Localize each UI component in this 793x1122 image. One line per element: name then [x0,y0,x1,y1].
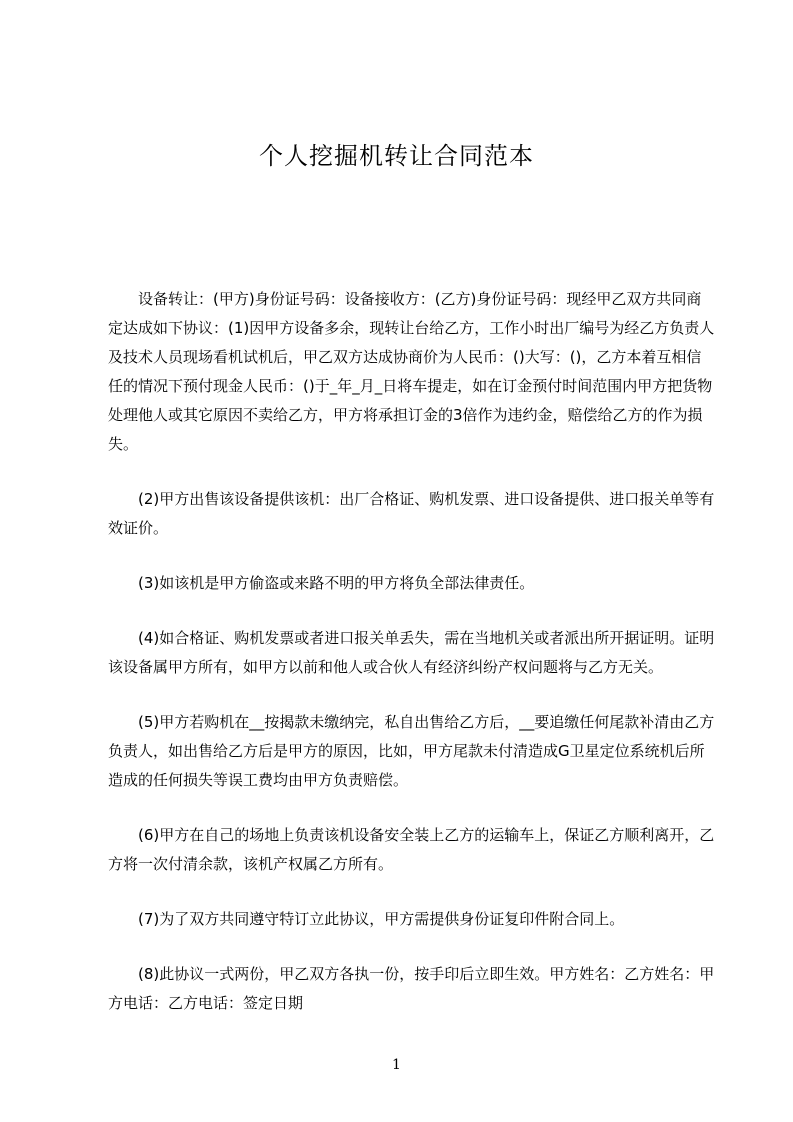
paragraph-clause-3: (3)如该机是甲方偷盗或来路不明的甲方将负全部法律责任。 [108,574,535,592]
paragraph-clause-7: (7)为了双方共同遵守特订立此协议，甲方需提供身份证复印件附合同上。 [108,910,625,928]
document-body [108,285,716,1044]
paragraph-clause-8: (8)此协议一式两份，甲乙双方各执一份，按手印后立即生效。甲方姓名：乙方姓名：甲方电话：乙方电话：签定日期 [108,965,715,1012]
page-number: 1 [392,1057,401,1073]
document-title: 个人挖掘机转让合同范本 [259,142,534,170]
paragraph-clause-4: (4)如合格证、购机发票或者进口报关单丢失，需在当地机关或者派出所开据证明。证明该设备属甲方所有，如甲方以前和他人或合伙人有经济纠纷产权问题将与乙方无关。 [108,629,715,676]
paragraph-clause-6: (6)甲方在自己的场地上负责该机设备安全装上乙方的运输车上，保证乙方顺利离开，乙方将一次付清余款，该机产权属乙方所有。 [108,826,715,873]
paragraph-clause-2: (2)甲方出售该设备提供该机：出厂合格证、购机发票、进口设备提供、进口报关单等有效证价。 [108,490,715,537]
paragraph-intro: 设备转让：(甲方)身份证号码：设备接收方：(乙方)身份证号码：现经甲乙双方共同商定达成如下协议：(1)因甲方设备多余，现转让台给乙方，工作小时出厂编号为经乙方负责人及技术人员现场看机试机后，甲乙双方达成协商价为人民币：()大写：()，乙方本着互相信任的情况下预付现金人民币：()于_年_月_日将车提走，如在订金预付时间范围内甲方把货物处理他人或其它原因不卖给乙方，甲方将承担订金的3倍作为违约金，赔偿给乙方的作为损失。 [108,290,715,453]
paragraph-clause-5: (5)甲方若购机在__按揭款未缴纳完，私自出售给乙方后，__要追缴任何尾款补清由乙方负责人，如出售给乙方后是甲方的原因，比如，甲方尾款未付清造成G卫星定位系统机后所造成的任何损失等误工费均由甲方负责赔偿。 [108,713,715,789]
